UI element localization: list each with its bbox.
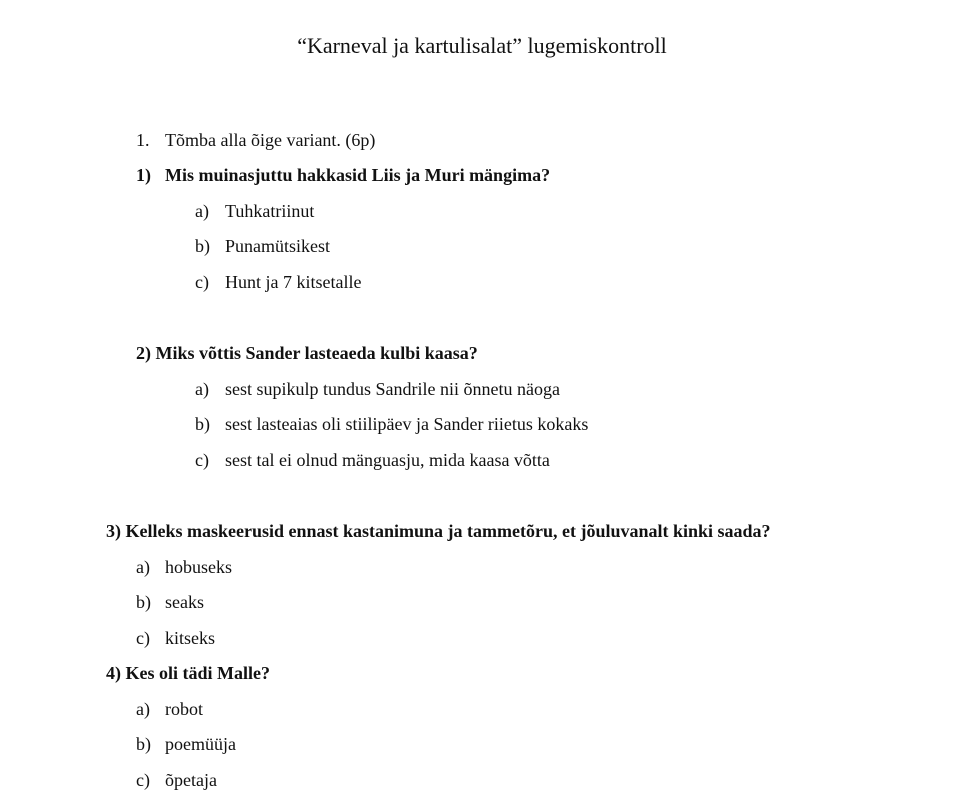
option-text: robot xyxy=(165,699,203,719)
page-title: “Karneval ja kartulisalat” lugemiskontroll xyxy=(297,33,667,58)
question-4: 4) Kes oli tädi Malle? xyxy=(106,663,270,683)
option-text: sest tal ei olnud mänguasju, mida kaasa võtta xyxy=(225,450,550,470)
task-number: 1. xyxy=(136,130,150,150)
question-3: 3) Kelleks maskeerusid ennast kastanimuna ja tammetõru, et jõuluvanalt kinki saada? xyxy=(106,521,771,541)
option-text: õpetaja xyxy=(165,770,217,790)
option-text: sest lasteaias oli stiilipäev ja Sander riietus kokaks xyxy=(225,414,589,434)
option-text: hobuseks xyxy=(165,557,232,577)
option-text: sest supikulp tundus Sandrile nii õnnetu näoga xyxy=(225,379,560,399)
option-text: Tuhkatriinut xyxy=(225,201,315,221)
option-letter: a) xyxy=(136,557,150,577)
option-text: seaks xyxy=(165,592,204,612)
option-text: poemüüja xyxy=(165,734,236,754)
option-letter: b) xyxy=(195,236,210,256)
option-letter: a) xyxy=(136,699,150,719)
option-letter: b) xyxy=(195,414,210,434)
option-letter: c) xyxy=(136,628,150,648)
option-letter: c) xyxy=(195,450,209,470)
option-text: Hunt ja 7 kitsetalle xyxy=(225,272,362,292)
task-text: Tõmba alla õige variant. (6p) xyxy=(165,130,376,150)
question-2: 2) Miks võttis Sander lasteaeda kulbi kaasa? xyxy=(136,343,478,363)
option-letter: a) xyxy=(195,379,209,399)
option-text: Punamütsikest xyxy=(225,236,331,256)
option-letter: c) xyxy=(195,272,209,292)
option-text: kitseks xyxy=(165,628,216,648)
question-number: 1) xyxy=(136,165,151,185)
option-letter: a) xyxy=(195,201,209,221)
question-text: Mis muinasjuttu hakkasid Liis ja Muri mängima? xyxy=(165,165,551,185)
option-letter: b) xyxy=(136,734,151,754)
option-letter: b) xyxy=(136,592,151,612)
option-letter: c) xyxy=(136,770,150,790)
